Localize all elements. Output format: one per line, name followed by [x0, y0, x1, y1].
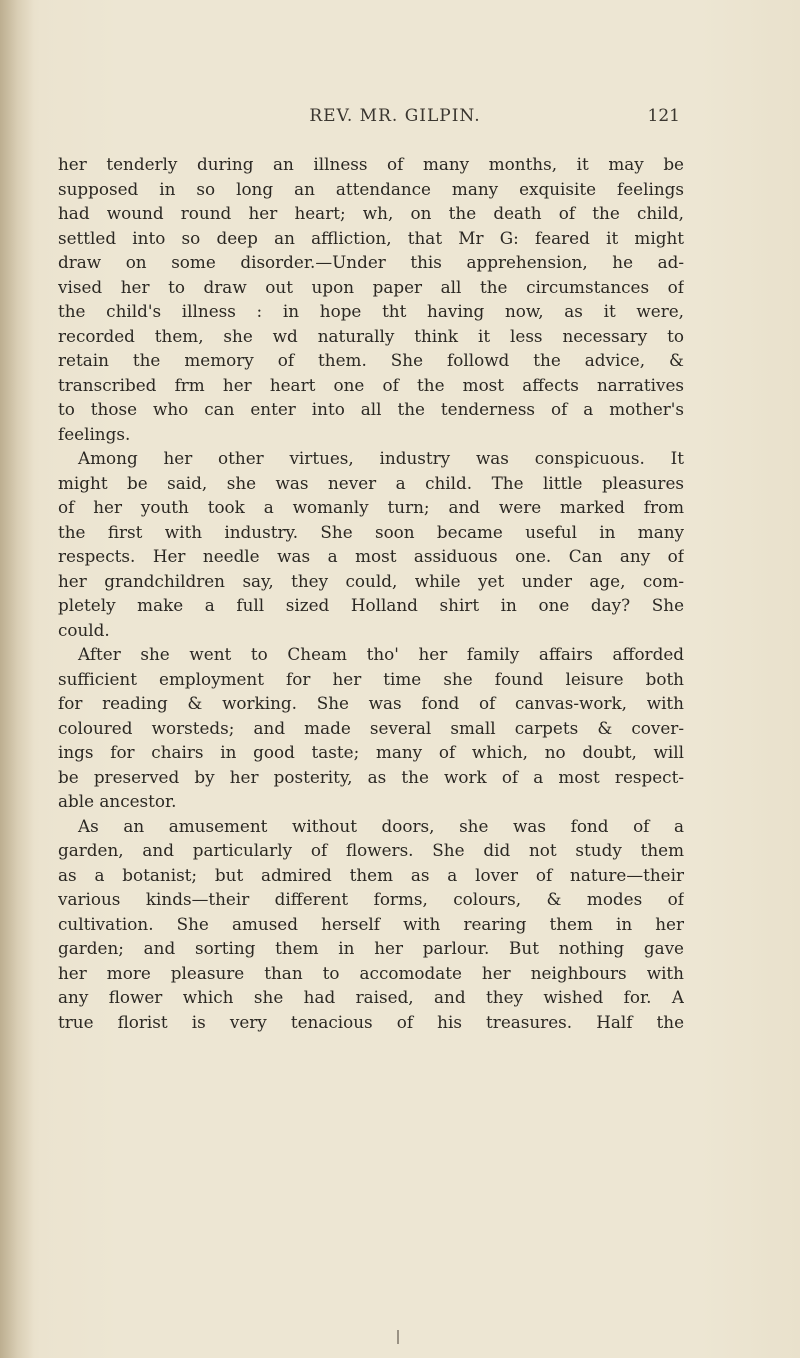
- text-line: garden; and sorting them in her parlour. But nothing gave: [58, 938, 684, 958]
- text-line: her more pleasure than to accomodate her neighbours with: [58, 962, 684, 983]
- text-line: might be said, she was never a child. The little pleasures: [58, 472, 684, 493]
- text-line: for reading & working. She was fond of canvas-work, with: [58, 693, 684, 713]
- text-line: feelings.: [58, 423, 131, 444]
- text-line: the child's illness : in hope tht having now, as it were,: [58, 301, 684, 321]
- text-line: be preserved by her posterity, as the work of a most respect-: [58, 766, 684, 787]
- page-gutter-shadow: [0, 0, 34, 1358]
- text-line: as a botanist; but admired them as a lover of nature—their: [58, 864, 684, 885]
- running-title: REV. MR. GILPIN.: [309, 106, 481, 126]
- text-line: retain the memory of them. She followd the advice, &: [58, 350, 684, 370]
- text-line: coloured worsteds; and made several small carpets & cover-: [58, 717, 684, 738]
- text-line: ings for chairs in good taste; many of which, no doubt, will: [58, 742, 684, 762]
- text-line: vised her to draw out upon paper all the circumstances of: [58, 276, 684, 297]
- text-line: her tenderly during an illness of many months, it may be: [58, 154, 684, 174]
- running-head: [60, 106, 680, 132]
- text-line: could.: [58, 619, 110, 640]
- text-line: her grandchildren say, they could, while yet under age, com-: [58, 570, 684, 591]
- text-line: recorded them, she wd naturally think it less necessary to: [58, 325, 684, 346]
- paragraph-first-line: After she went to Cheam tho' her family affairs afforded: [78, 644, 684, 664]
- text-line: of her youth took a womanly turn; and were marked from: [58, 497, 684, 517]
- text-line: various kinds—their different forms, colours, & modes of: [58, 889, 684, 909]
- paragraph-first-line: Among her other virtues, industry was conspicuous. It: [78, 448, 684, 468]
- text-line: respects. Her needle was a most assiduous one. Can any of: [58, 546, 684, 566]
- text-line: supposed in so long an attendance many exquisite feelings: [58, 178, 684, 199]
- text-line: garden, and particularly of flowers. She did not study them: [58, 840, 684, 860]
- text-line: transcribed frm her heart one of the most affects narratives: [58, 374, 684, 395]
- text-line: any flower which she had raised, and they wished for. A: [58, 987, 684, 1007]
- text-line: able ancestor.: [58, 791, 177, 811]
- text-line: true florist is very tenacious of his treasures. Half the: [58, 1011, 684, 1032]
- text-line: sufficient employment for her time she found leisure both: [58, 668, 684, 689]
- text-line: had wound round her heart; wh, on the death of the child,: [58, 203, 684, 223]
- body-text: [58, 152, 684, 1034]
- text-line: cultivation. She amused herself with rearing them in her: [58, 913, 684, 934]
- text-line: settled into so deep an affliction, that Mr G: feared it might: [58, 227, 684, 248]
- text-line: draw on some disorder.—Under this apprehension, he ad-: [58, 252, 684, 272]
- text-line: pletely make a full sized Holland shirt in one day? She: [58, 595, 684, 615]
- text-line: to those who can enter into all the tenderness of a mother's: [58, 399, 684, 419]
- page-mark: [397, 1330, 399, 1344]
- page-number: 121: [647, 106, 680, 126]
- text-line: the first with industry. She soon became useful in many: [58, 521, 684, 542]
- paragraph-first-line: As an amusement without doors, she was fond of a: [78, 815, 684, 836]
